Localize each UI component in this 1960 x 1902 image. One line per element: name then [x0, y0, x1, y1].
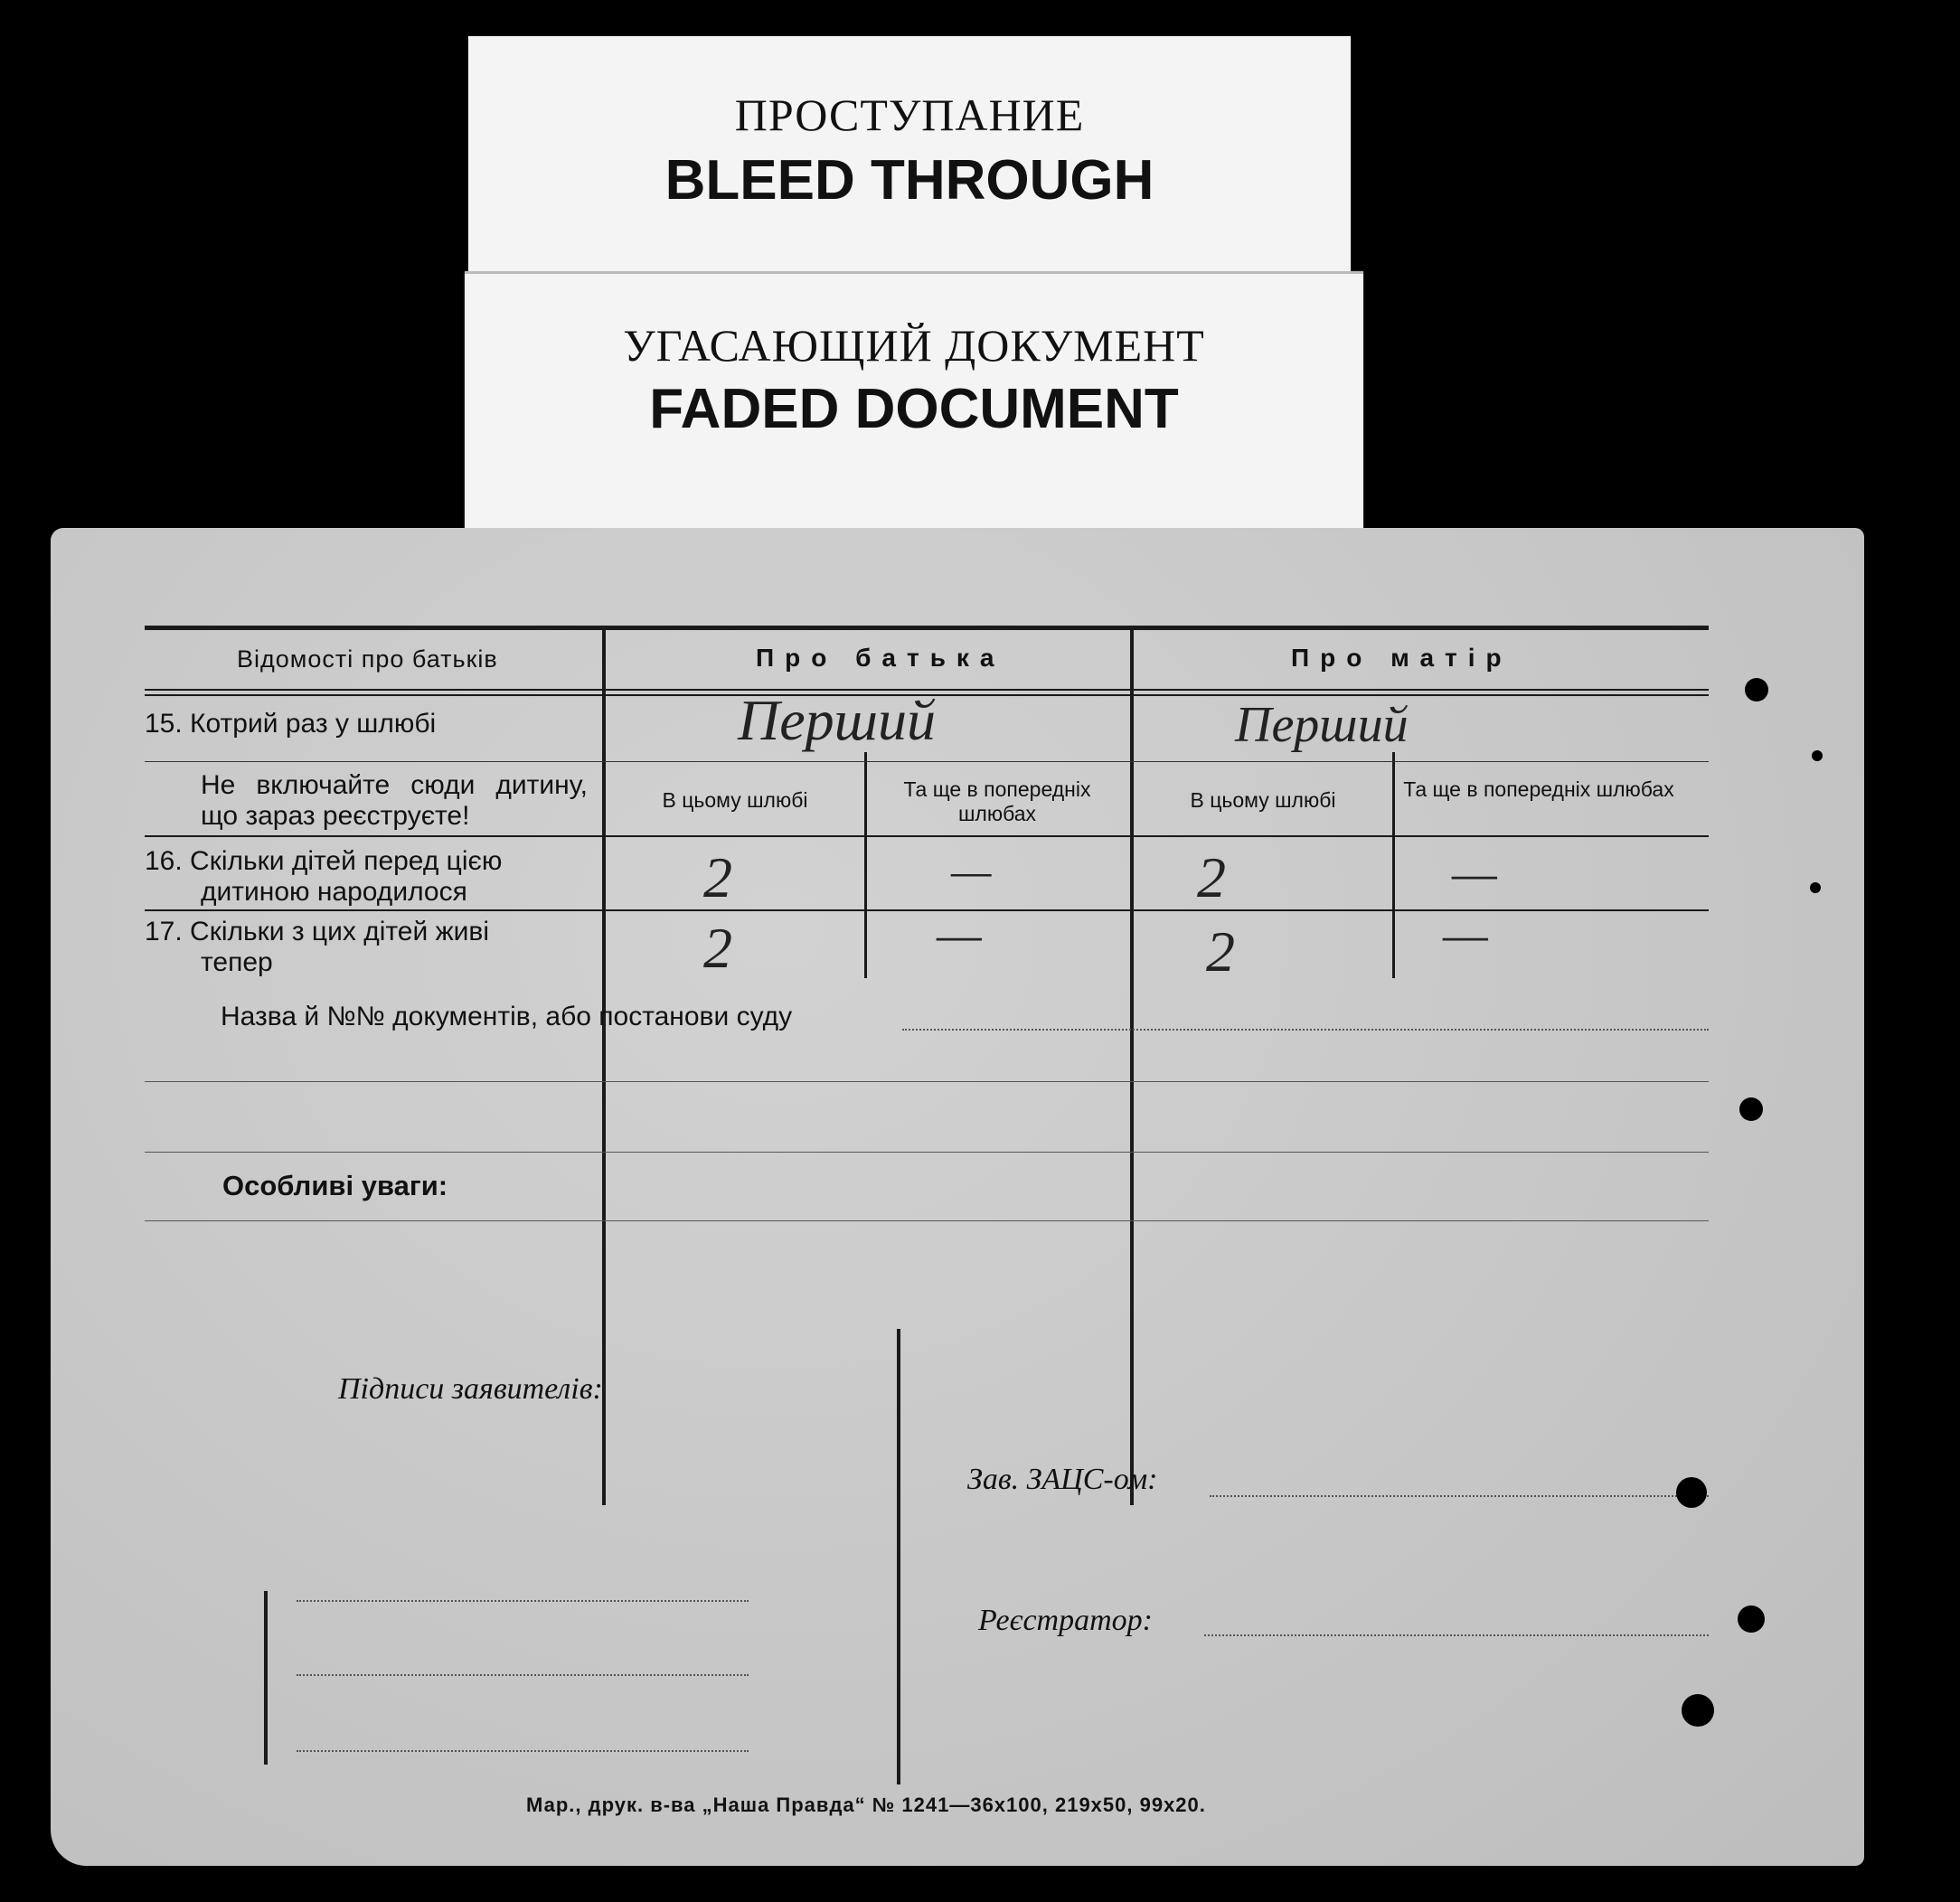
special-notes-line [145, 1220, 1709, 1221]
q16-mother-this: 2 [1197, 845, 1226, 909]
col-rule-mother-split [1392, 752, 1395, 978]
signature-divider [897, 1329, 900, 1784]
head-zags-label: Зав. ЗАЦС-ом: [967, 1463, 1158, 1496]
faded-document-en: FADED DOCUMENT [649, 378, 1179, 440]
registrar-label: Реєстратор: [978, 1604, 1153, 1637]
mother-previous-marriages-header: Та ще в попередніх шлюбах [1403, 777, 1674, 801]
q17-mother-prev: — [1443, 907, 1488, 963]
q17-father-this: 2 [703, 916, 732, 980]
signature-bracket [264, 1591, 268, 1765]
header-about-mother: Про матір [1291, 644, 1512, 672]
signature-line-3 [297, 1750, 749, 1752]
punch-hole [1739, 1097, 1763, 1121]
punch-hole [1812, 750, 1823, 761]
punch-hole [1810, 882, 1821, 893]
form-sheet [51, 528, 1864, 1866]
q16-label-line2: дитиною народилося [201, 877, 467, 907]
printer-imprint: Мар., друк. в-ва „Наша Правда“ № 1241—36х100, 219х50, 99х20. [526, 1794, 1206, 1816]
q16-father-prev: — [951, 845, 992, 896]
q17-mother-this: 2 [1206, 919, 1235, 984]
documents-line-3 [145, 1152, 1709, 1153]
punch-hole [1738, 1605, 1765, 1633]
header-parents-info: Відомості про батьків [237, 645, 498, 673]
q15-mother-answer: Перший [1235, 697, 1409, 753]
documents-label: Назва й №№ документів, або постанови суду [221, 1002, 793, 1031]
note-row-rule [145, 835, 1709, 837]
registrar-line [1204, 1634, 1709, 1636]
signature-line-2 [297, 1674, 749, 1676]
q15-father-answer: Перший [738, 688, 936, 752]
q16-father-this: 2 [703, 845, 732, 909]
q17-label-line1: 17. Скільки з цих дітей живі [145, 917, 489, 946]
q17-father-prev: — [937, 907, 982, 963]
punch-hole [1745, 678, 1768, 701]
documents-line-2 [145, 1081, 1709, 1082]
bleed-through-card [468, 36, 1351, 307]
signature-line-1 [297, 1600, 749, 1602]
father-this-marriage-header: В цьому шлюбі [662, 788, 808, 812]
applicants-signatures-label: Підписи заявителів: [338, 1372, 603, 1406]
q16-mother-prev: — [1452, 845, 1497, 901]
documents-line-1 [902, 1029, 1709, 1031]
faded-document-ru: УГАСАЮЩИЙ ДОКУМЕНТ [623, 320, 1205, 371]
q15-label: 15. Котрий раз у шлюбі [145, 709, 437, 739]
bleed-through-ru: ПРОСТУПАНИЕ [734, 89, 1085, 140]
father-previous-marriages-header: Та ще в попередніх шлюбах [903, 777, 1091, 825]
special-notes-label: Особливі уваги: [222, 1170, 448, 1201]
table-top-rule [145, 626, 1709, 630]
q17-label-line2: тепер [201, 947, 273, 977]
q15-row-rule [145, 761, 1709, 762]
head-zags-line [1210, 1495, 1709, 1497]
bleed-through-en: BLEED THROUGH [664, 149, 1154, 212]
header-about-father: Про батька [756, 644, 1005, 672]
mother-this-marriage-header: В цьому шлюбі [1190, 788, 1336, 812]
q16-label-line1: 16. Скільки дітей перед цією [145, 846, 503, 876]
note-exclude-child: Не включайте сюди дитину, що зараз реєструєте! [201, 770, 588, 831]
punch-hole [1682, 1694, 1714, 1727]
col-rule-father-split [864, 752, 867, 978]
punch-hole [1676, 1477, 1707, 1508]
faded-document-card [465, 271, 1363, 531]
